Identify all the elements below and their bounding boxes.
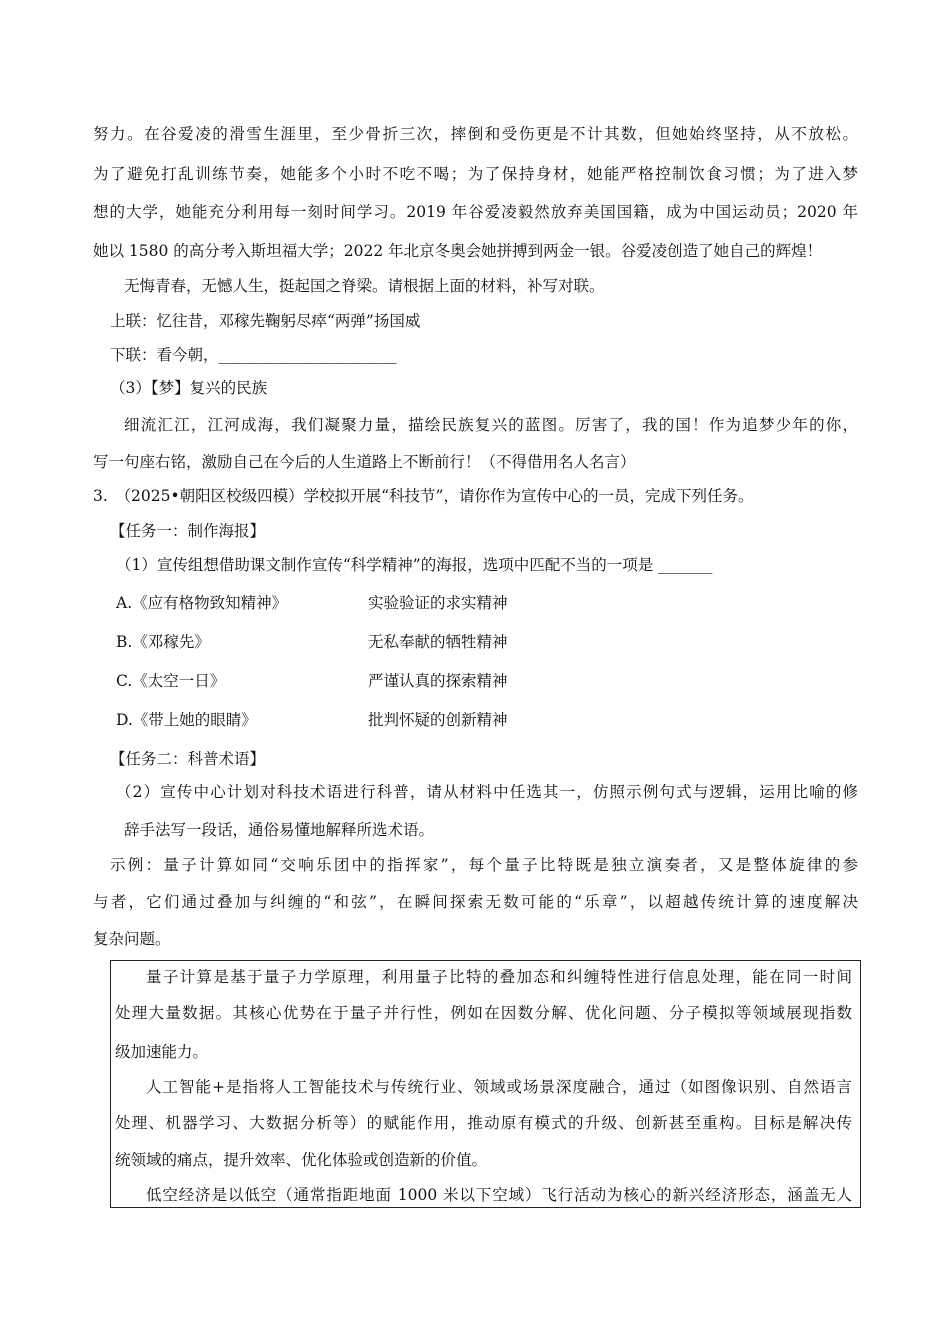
couplet-lower: 下联：看今朝，_______________________ xyxy=(110,346,397,364)
question-heading: 3. （2025•朝阳区校级四模）学校拟开展“科技节”，请你作为宣传中心的一员，完成下列任务。 xyxy=(93,487,754,505)
task1-question: （1）宣传组想借助课文制作宣传“科学精神”的海报，选项中匹配不当的一项是 _______ xyxy=(116,556,713,574)
box-line: 处理、机器学习、大数据分析等）的赋能作用，推动原有模式的升级、创新甚至重构。目标是解决传 xyxy=(115,1114,852,1132)
question-3-text: 细流汇江，江河成海，我们凝聚力量，描绘民族复兴的蓝图。厉害了，我的国！作为追梦少年的你， xyxy=(124,416,858,434)
option-c xyxy=(116,671,616,691)
box-line: 量子计算是基于量子力学原理，利用量子比特的叠加态和纠缠特性进行信息处理，能在同一时间 xyxy=(146,968,852,986)
box-line: 处理大量数据。其核心优势在于量子并行性，例如在因数分解、优化问题、分子模拟等领域展现指数 xyxy=(115,1004,852,1022)
option-label: B.《邓稼先》 xyxy=(116,633,210,651)
box-line: 级加速能力。 xyxy=(115,1043,209,1061)
box-line: 低空经济是以低空（通常指距地面 1000 米以下空域）飞行活动为核心的新兴经济形态，涵盖无人 xyxy=(146,1186,852,1204)
text-line: 她以 1580 的高分考入斯坦福大学；2022 年北京冬奥会她拼搏到两金一银。谷爱凌创造了她自己的辉煌！ xyxy=(93,242,823,260)
task2-question: （2）宣传中心计划对科技术语进行科普，请从材料中任选其一，仿照示例句式与逻辑，运用比喻的修 xyxy=(116,783,858,801)
couplet-upper: 上联：忆往昔，邓稼先鞠躬尽瘁“两弹”扬国威 xyxy=(110,312,421,330)
option-label: C.《太空一日》 xyxy=(116,672,226,690)
option-b xyxy=(116,632,616,652)
question-3-title: （3）【梦】复兴的民族 xyxy=(110,379,268,397)
text-line: 想的大学，她能充分利用每一刻时间学习。2019 年谷爱凌毅然放弃美国国籍，成为中国运动员；2020 年 xyxy=(93,203,858,221)
text-line: 努力。在谷爱凌的滑雪生涯里，至少骨折三次，摔倒和受伤更是不计其数，但她始终坚持，从不放松。 xyxy=(93,125,858,143)
task2-title: 【任务二：科普术语】 xyxy=(110,750,266,768)
material-box xyxy=(110,960,861,1208)
couplet-intro: 无悔青春，无憾人生，挺起国之脊梁。请根据上面的材料，补写对联。 xyxy=(124,277,605,295)
option-a xyxy=(116,593,616,613)
option-value: 实验验证的求实精神 xyxy=(368,594,508,612)
box-line: 人工智能+是指将人工智能技术与传统行业、领域或场景深度融合，通过（如图像识别、自然语言 xyxy=(146,1078,852,1096)
option-value: 严谨认真的探索精神 xyxy=(368,672,508,690)
option-label: A.《应有格物致知精神》 xyxy=(116,594,288,612)
option-d xyxy=(116,710,616,730)
task2-question: 辞手法写一段话，通俗易懂地解释所选术语。 xyxy=(124,821,435,839)
example-text: 与者，它们通过叠加与纠缠的“和弦”，在瞬间探索无数可能的“乐章”，以超越传统计算的速度解决 xyxy=(93,893,858,911)
task1-title: 【任务一：制作海报】 xyxy=(110,522,266,540)
option-label: D.《带上她的眼睛》 xyxy=(116,711,257,729)
example-text: 示例：量子计算如同“交响乐团中的指挥家”，每个量子比特既是独立演奏者，又是整体旋律的参 xyxy=(110,856,858,874)
option-value: 批判怀疑的创新精神 xyxy=(368,711,508,729)
option-value: 无私奉献的牺牲精神 xyxy=(368,633,508,651)
example-text: 复杂问题。 xyxy=(93,930,171,948)
box-line: 统领域的痛点，提升效率、优化体验或创造新的价值。 xyxy=(115,1151,488,1169)
question-3-text: 写一句座右铭，激励自己在今后的人生道路上不断前行！（不得借用名人名言） xyxy=(93,453,636,471)
text-line: 为了避免打乱训练节奏，她能多个小时不吃不喝；为了保持身材，她能严格控制饮食习惯；为了进入梦 xyxy=(93,165,858,183)
